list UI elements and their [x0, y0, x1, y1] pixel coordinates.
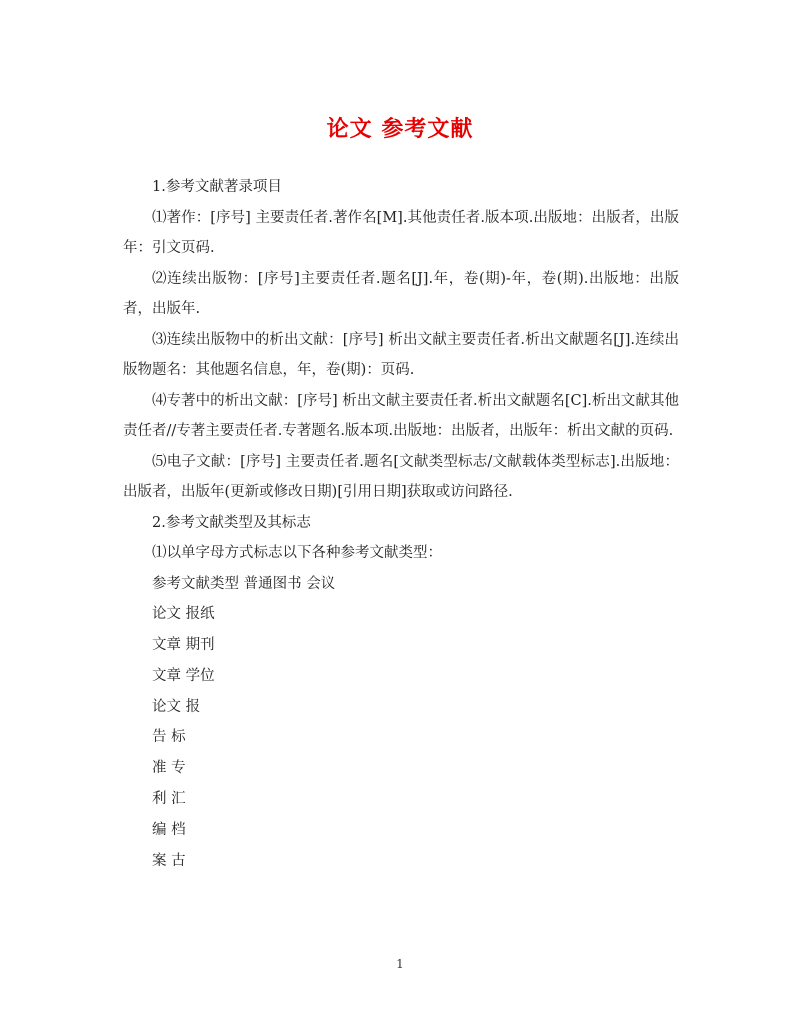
paragraph-item-5: ⑸电子文献：[序号] 主要责任者.题名[文献类型标志/文献载体类型标志].出版地：出版者，出版年(更新或修改日期)[引用日期]获取或访问路径.: [123, 453, 679, 500]
type-list-line: 案 古: [152, 852, 186, 869]
paragraph-item-4: ⑷专著中的析出文献：[序号] 析出文献主要责任者.析出文献题名[C].析出文献其他责任者//专著主要责任者.专著题名.版本项.出版地：出版者，出版年：析出文献的页码.: [123, 392, 679, 439]
type-list-line: 文章 学位: [152, 667, 215, 684]
paragraph-section-1-heading: 1.参考文献著录项目: [152, 179, 282, 195]
paragraph-type-intro: ⑴以单字母方式标志以下各种参考文献类型：: [152, 545, 442, 561]
type-list-line: 文章 期刊: [152, 637, 215, 654]
paragraph-item-3: ⑶连续出版物中的析出文献：[序号] 析出文献主要责任者.析出文献题名[J].连续出版物题名：其他题名信息，年，卷(期)：页码.: [123, 331, 679, 378]
type-list-line: 利 汇: [152, 791, 186, 808]
type-list-line: 准 专: [152, 760, 186, 777]
type-list-line: 告 标: [152, 729, 186, 746]
document-body: [123, 172, 679, 876]
type-list-line: 编 档: [152, 821, 186, 838]
paragraph-item-2: ⑵连续出版物：[序号]主要责任者.题名[J].年，卷(期)-年，卷(期).出版地：出版者，出版年.: [123, 270, 679, 317]
paragraph-section-2-heading: 2.参考文献类型及其标志: [152, 514, 311, 531]
type-list-line: 参考文献类型 普通图书 会议: [152, 575, 336, 592]
type-list-line: 论文 报: [152, 698, 201, 715]
page-number: 1: [396, 957, 404, 971]
type-list-line: 论文 报纸: [152, 606, 215, 623]
document-title: 论文 参考文献: [326, 116, 474, 142]
paragraph-item-1: ⑴著作：[序号] 主要责任者.著作名[M].其他责任者.版本项.出版地：出版者，出版年：引文页码.: [123, 209, 679, 256]
